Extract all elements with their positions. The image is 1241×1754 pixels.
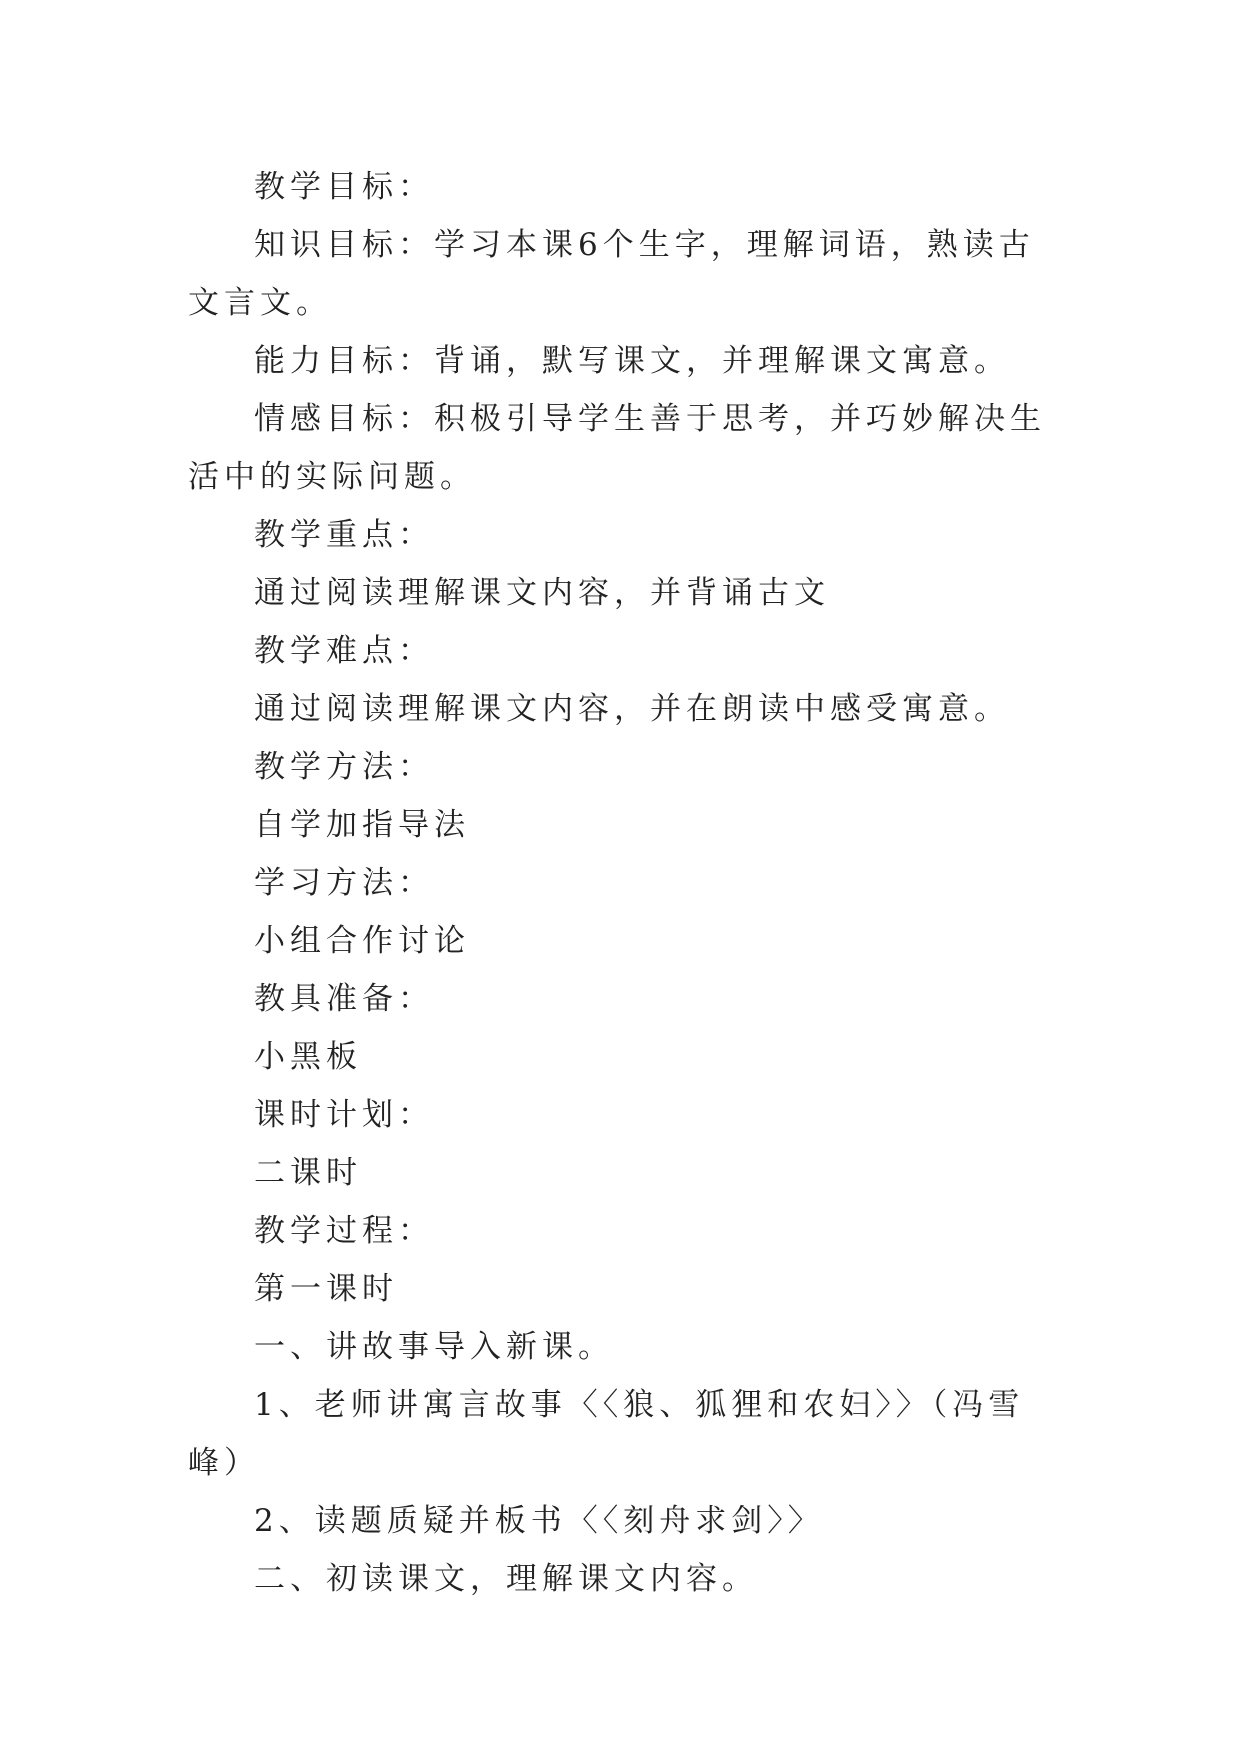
first-lesson-label: 第一课时 <box>254 1271 398 1307</box>
emotion-goal: 情感目标：积极引导学生善于思考，并巧妙解决生活中的实际问题。 <box>188 401 1046 495</box>
lesson-plan-text: 二课时 <box>254 1155 362 1191</box>
heading-learning-method: 学习方法： <box>254 865 434 901</box>
knowledge-goal: 知识目标：学习本课6个生字，理解词语，熟读古文言文。 <box>188 227 1035 321</box>
heading-teaching-goals: 教学目标： <box>254 169 434 205</box>
step-two: 二、初读课文，理解课文内容。 <box>254 1561 758 1597</box>
step-one-item-2: 2、读题质疑并板书〈〈刻舟求剑〉〉 <box>254 1503 824 1539</box>
teaching-aids-text: 小黑板 <box>254 1039 362 1075</box>
learning-method-text: 小组合作讨论 <box>254 923 470 959</box>
teaching-difficulty-text: 通过阅读理解课文内容，并在朗读中感受寓意。 <box>254 691 1010 727</box>
step-one: 一、讲故事导入新课。 <box>254 1329 614 1365</box>
heading-teaching-method: 教学方法： <box>254 749 434 785</box>
step-one-item-1: 1、老师讲寓言故事〈〈狼、狐狸和农妇〉〉（冯雪峰） <box>188 1387 1025 1481</box>
heading-lesson-plan: 课时计划： <box>254 1097 434 1133</box>
heading-teaching-aids: 教具准备： <box>254 981 434 1017</box>
teaching-focus-text: 通过阅读理解课文内容，并背诵古文 <box>254 575 830 611</box>
document-body <box>188 158 1058 1608</box>
heading-teaching-process: 教学过程： <box>254 1213 434 1249</box>
heading-teaching-focus: 教学重点： <box>254 517 434 553</box>
teaching-method-text: 自学加指导法 <box>254 807 470 843</box>
ability-goal: 能力目标：背诵，默写课文，并理解课文寓意。 <box>254 343 1010 379</box>
heading-teaching-difficulty: 教学难点： <box>254 633 434 669</box>
